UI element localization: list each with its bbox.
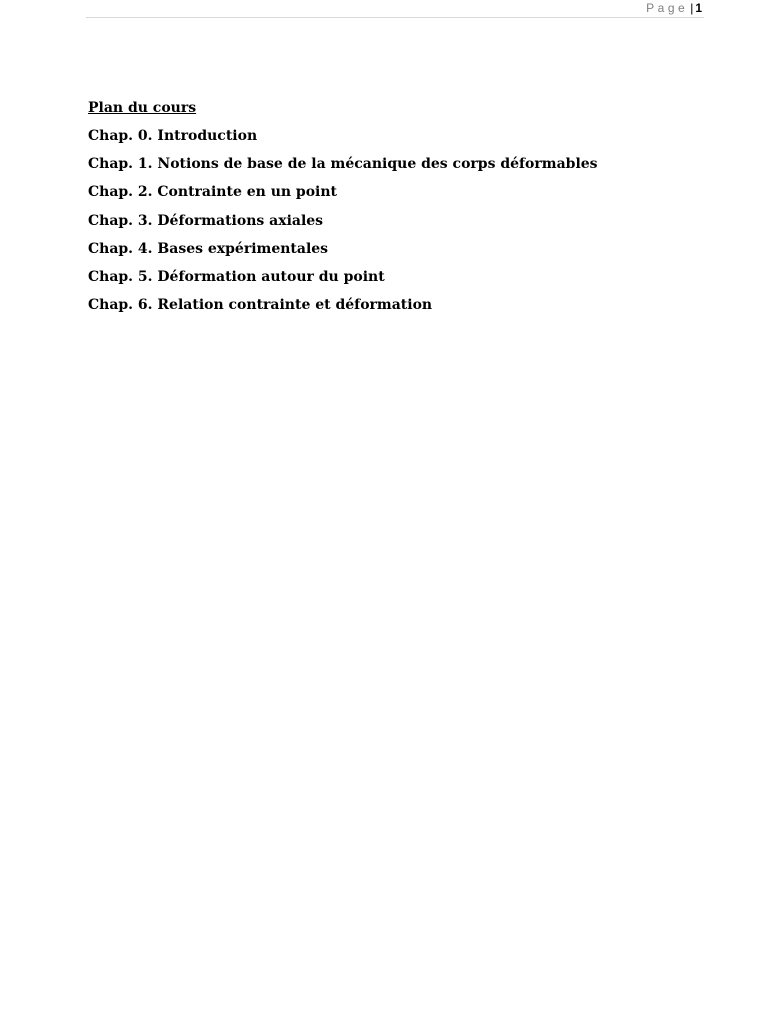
page-header	[86, 0, 704, 18]
chapter-item-6: Chap. 6. Relation contrainte et déformation	[88, 297, 433, 314]
page-number: 1	[695, 1, 702, 15]
chapter-item-4: Chap. 4. Bases expérimentales	[88, 240, 329, 257]
page-label: Page	[646, 1, 689, 15]
chapter-item-2: Chap. 2. Contrainte en un point	[88, 184, 338, 201]
chapter-item-5: Chap. 5. Déformation autour du point	[88, 268, 385, 285]
chapter-list	[88, 126, 708, 323]
chapter-item-3: Chap. 3. Déformations axiales	[88, 212, 324, 229]
page-number-indicator	[646, 1, 702, 15]
page-separator: |	[690, 1, 694, 15]
plan-title: Plan du cours	[88, 100, 197, 116]
document-body	[88, 98, 708, 323]
chapter-item-0: Chap. 0. Introduction	[88, 128, 258, 144]
chapter-item-1: Chap. 1. Notions de base de la mécanique des corps déformables	[88, 156, 598, 173]
